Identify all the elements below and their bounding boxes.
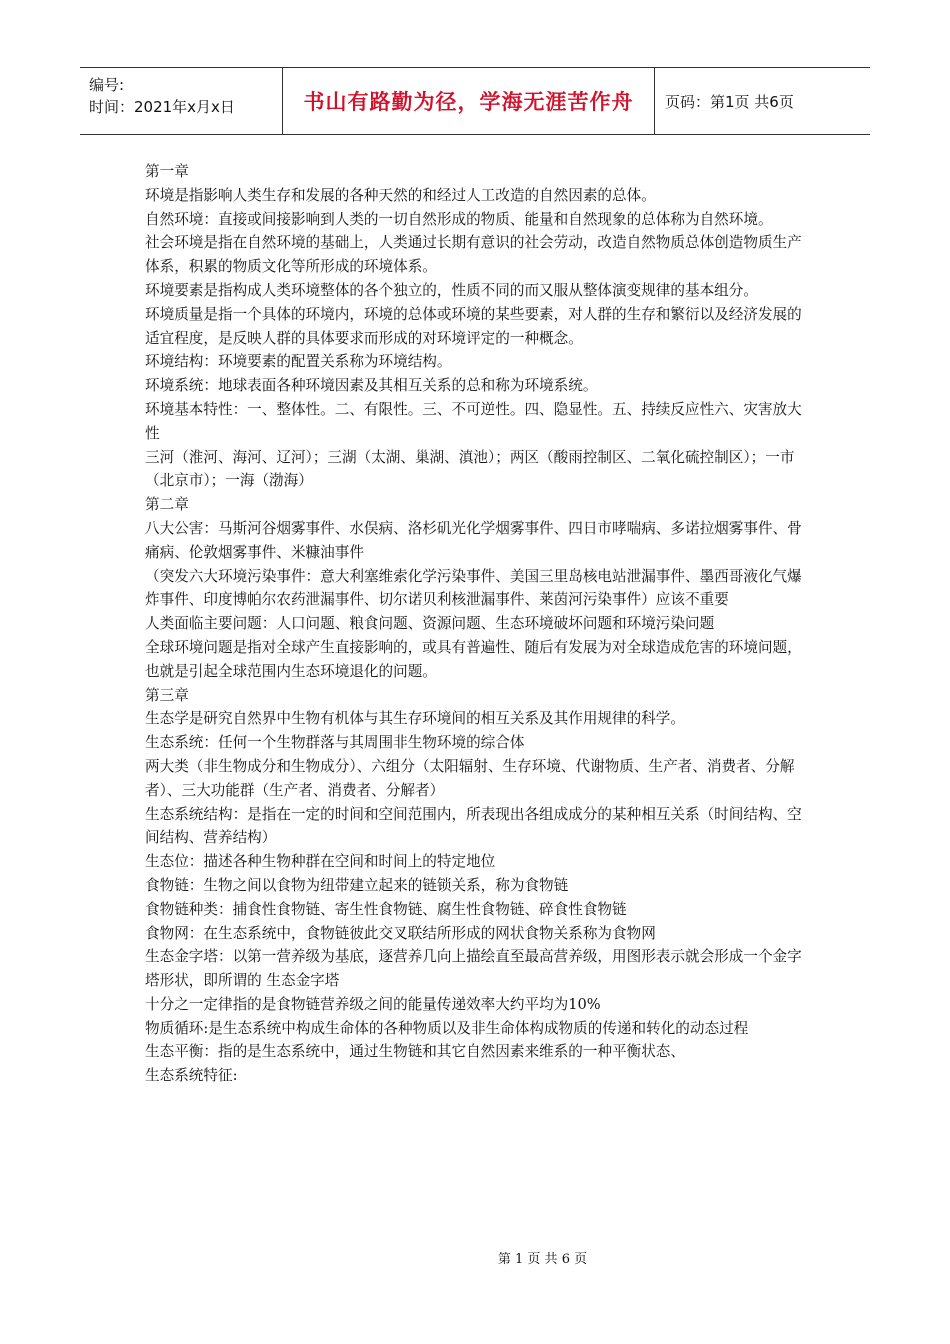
paragraph: 生态平衡：指的是生态系统中，通过生物链和其它自然因素来维系的一种平衡状态、 xyxy=(145,1043,685,1061)
paragraph: 环境基本特性：一、整体性。二、有限性。三、不可逆性。四、隐显性。五、持续反应性六、灾害放大性 xyxy=(145,400,802,442)
paragraph: 全球环境问题是指对全球产生直接影响的，或具有普遍性、随后有发展为对全球造成危害的环境问题，也就是引起全球范围内生态环境退化的问题。 xyxy=(145,638,802,680)
footer-page-number: 第 1 页 共 6 页 xyxy=(497,1252,588,1267)
paragraph: 生态系统结构：是指在一定的时间和空间范围内，所表现出各组成成分的某种相互关系（时间结构、空间结构、营养结构） xyxy=(145,805,802,847)
paragraph: 两大类（非生物成分和生物成分）、六组分（太阳辐射、生存环境、代谢物质、生产者、消费者、分解者）、三大功能群（生产者、消费者、分解者） xyxy=(145,757,795,799)
document-date-label: 时间：2021年x月x日 xyxy=(89,98,235,116)
paragraph: 物质循环:是生态系统中构成生命体的各种物质以及非生命体构成物质的传递和转化的动态过程 xyxy=(145,1019,749,1037)
chapter-heading: 第三章 xyxy=(145,686,189,704)
paragraph: 环境质量是指一个具体的环境内，环境的总体或环境的某些要素，对人群的生存和繁衍以及经济发展的适宜程度，是反映人群的具体要求而形成的对环境评定的一种概念。 xyxy=(145,305,802,347)
paragraph: 食物链种类：捕食性食物链、寄生性食物链、腐生性食物链、碎食性食物链 xyxy=(145,900,627,918)
chapter-heading: 第一章 xyxy=(145,163,189,180)
paragraph: 环境要素是指构成人类环境整体的各个独立的，性质不同的而又服从整体演变规律的基本组分。 xyxy=(145,281,758,299)
header-info-cell xyxy=(80,68,283,134)
paragraph: 食物网：在生态系统中，食物链彼此交叉联结所形成的网状食物关系称为食物网 xyxy=(145,924,656,942)
paragraph: 环境系统：地球表面各种环境因素及其相互关系的总和称为环境系统。 xyxy=(145,377,598,395)
paragraph: 生态学是研究自然界中生物有机体与其生存环境间的相互关系及其作用规律的科学。 xyxy=(145,710,685,728)
paragraph: 社会环境是指在自然环境的基础上，人类通过长期有意识的社会劳动，改造自然物质总体创造物质生产体系，积累的物质文化等所形成的环境体系。 xyxy=(145,234,802,276)
document-number-label: 编号: xyxy=(89,76,125,94)
paragraph: 三河（淮河、海河、辽河）；三湖（太湖、巢湖、滇池）；两区（酸雨控制区、二氧化硫控制区）；一市（北京市）；一海（渤海） xyxy=(145,448,795,490)
paragraph: 生态系统特征: xyxy=(145,1067,238,1085)
header-page-info: 页码：第1页 共6页 xyxy=(665,92,794,111)
paragraph: 人类面临主要问题：人口问题、粮食问题、资源问题、生态环境破坏问题和环境污染问题 xyxy=(145,615,715,633)
paragraph: 生态系统：任何一个生物群落与其周围非生物环境的综合体 xyxy=(145,734,525,752)
paragraph: 环境是指影响人类生存和发展的各种天然的和经过人工改造的自然因素的总体。 xyxy=(145,186,656,204)
chapter-heading: 第二章 xyxy=(145,496,189,514)
document-body xyxy=(145,160,810,1088)
paragraph: 环境结构：环境要素的配置关系称为环境结构。 xyxy=(145,353,452,371)
paragraph: 生态位：描述各种生物种群在空间和时间上的特定地位 xyxy=(145,853,496,871)
page-footer xyxy=(0,1248,950,1267)
paragraph: 自然环境：直接或间接影响到人类的一切自然形成的物质、能量和自然现象的总体称为自然环境。 xyxy=(145,210,773,228)
paragraph: （突发六大环境污染事件：意大利塞维索化学污染事件、美国三里岛核电站泄漏事件、墨西哥液化气爆炸事件、印度博帕尔农药泄漏事件、切尔诺贝利核泄漏事件、莱茵河污染事件）应该不重要 xyxy=(145,567,802,609)
header-motto: 书山有路勤为径，学海无涯苦作舟 xyxy=(303,90,634,114)
header-motto-cell xyxy=(283,68,655,134)
page-header xyxy=(80,67,870,135)
paragraph: 生态金字塔：以第一营养级为基底，逐营养几向上描绘直至最高营养级，用图形表示就会形成一个金字塔形状，即所谓的 生态金字塔 xyxy=(145,948,802,990)
paragraph: 八大公害：马斯河谷烟雾事件、水俣病、洛杉矶光化学烟雾事件、四日市哮喘病、多诺拉烟雾事件、骨痛病、伦敦烟雾事件、米糠油事件 xyxy=(145,519,802,561)
paragraph: 十分之一定律指的是食物链营养级之间的能量传递效率大约平均为10% xyxy=(145,995,601,1013)
paragraph: 食物链：生物之间以食物为纽带建立起来的链锁关系，称为食物链 xyxy=(145,876,569,894)
header-page-cell xyxy=(655,68,870,134)
